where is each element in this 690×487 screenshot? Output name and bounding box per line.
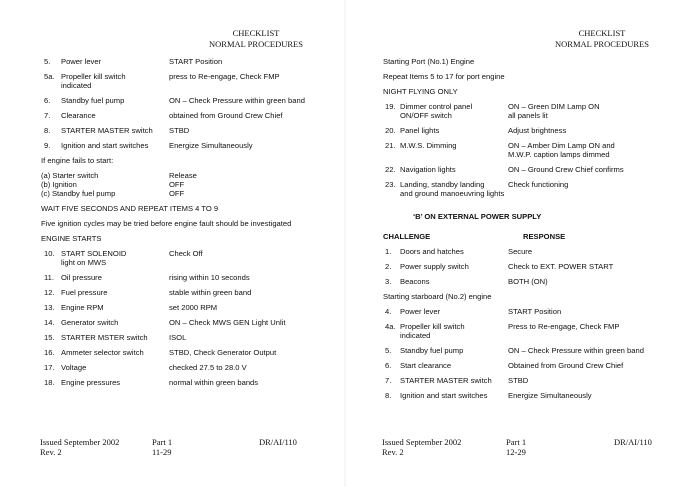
item-label	[61, 273, 169, 282]
checklist-item	[41, 126, 341, 135]
column-headers	[383, 232, 688, 241]
item-value	[169, 72, 341, 90]
footer-doc-ref: DR/AI/110	[259, 437, 297, 447]
footer-rev: Rev. 2	[40, 447, 62, 457]
fail-heading: If engine fails to start:	[41, 156, 114, 165]
item-value-line: Check to EXT. POWER START	[508, 262, 614, 271]
checklist-item	[41, 249, 341, 267]
item-value	[169, 111, 341, 120]
item-label	[61, 348, 169, 357]
item-number: 20.	[385, 126, 396, 135]
item-value-line: stable within green band	[169, 288, 252, 297]
item-value	[169, 249, 341, 267]
item-label	[400, 126, 508, 135]
item-label	[61, 318, 169, 327]
item-label	[61, 333, 169, 342]
item-number: 15.	[44, 333, 55, 342]
left-page	[0, 0, 344, 487]
item-label-line: STARTER MSTER switch	[61, 333, 148, 342]
checklist-item	[41, 141, 341, 150]
item-number: 6.	[44, 96, 51, 105]
item-label	[400, 180, 508, 198]
item-value-line: Energize Simultaneously	[508, 391, 592, 400]
item-label-line: indicated	[400, 331, 431, 340]
footer-doc-ref: DR/AI/110	[614, 437, 652, 447]
item-label-line: Power lever	[400, 307, 441, 316]
item-label-line: Ammeter selector switch	[61, 348, 144, 357]
item-value	[508, 126, 688, 135]
item-value	[169, 288, 341, 297]
item-label-line: START SOLENOID	[61, 249, 127, 258]
checklist-item	[41, 273, 341, 282]
item-value	[508, 102, 688, 120]
item-label	[400, 262, 508, 271]
fail-item-label: (c) Standby fuel pump	[41, 189, 116, 198]
checklist-item	[41, 72, 341, 90]
item-value-line: press to Re-engage, Check FMP	[169, 72, 280, 81]
item-value-line: set 2000 RPM	[169, 303, 218, 312]
checklist-item	[41, 363, 341, 372]
item-label	[61, 141, 169, 150]
footer-part	[506, 437, 526, 457]
item-label	[61, 57, 169, 66]
checklist-item	[41, 348, 341, 357]
item-label	[400, 247, 508, 256]
item-label-line: Fuel pressure	[61, 288, 108, 297]
item-number: 10.	[44, 249, 55, 258]
item-number: 3.	[385, 277, 392, 286]
checklist-item	[383, 376, 688, 385]
checklist-item	[383, 126, 688, 135]
checklist-item	[41, 288, 341, 297]
item-value	[508, 391, 688, 400]
checklist-item	[383, 165, 688, 174]
item-number: 5a.	[44, 72, 55, 81]
fail-item-value: OFF	[169, 189, 185, 198]
footer-page-number: 12-29	[506, 447, 526, 457]
item-label-line: Ignition and start switches	[400, 391, 488, 400]
checklist-item	[383, 247, 688, 256]
item-label	[61, 378, 169, 387]
item-label	[61, 303, 169, 312]
item-value-line: STBD, Check Generator Output	[169, 348, 277, 357]
item-number: 21.	[385, 141, 396, 150]
checklist-item	[383, 262, 688, 271]
item-label-line: Power lever	[61, 57, 102, 66]
item-label-line: Engine RPM	[61, 303, 104, 312]
item-label	[400, 322, 508, 340]
item-label-line: Propeller kill switch	[400, 322, 465, 331]
footer-page-number: 11-29	[152, 447, 172, 457]
item-label	[61, 249, 169, 267]
checklist-item	[41, 303, 341, 312]
item-label-line: ON/OFF switch	[400, 111, 452, 120]
item-label-line: Voltage	[61, 363, 87, 372]
item-number: 22.	[385, 165, 396, 174]
item-label	[400, 376, 508, 385]
item-value-line: Check functioning	[508, 180, 569, 189]
item-value	[508, 322, 688, 340]
response-header: RESPONSE	[523, 232, 566, 241]
item-value-line: Check Off	[169, 249, 203, 258]
item-number: 13.	[44, 303, 55, 312]
checklist-item	[41, 333, 341, 342]
item-number: 5.	[385, 346, 392, 355]
item-label	[61, 72, 169, 90]
item-number: 9.	[44, 141, 51, 150]
section-heading: NIGHT FLYING ONLY	[383, 87, 458, 96]
item-value-line: ON – Amber Dim Lamp ON and	[508, 141, 615, 150]
item-number: 4a.	[385, 322, 396, 331]
item-label	[400, 391, 508, 400]
item-label	[400, 165, 508, 174]
footer-issue	[382, 437, 461, 457]
footer-part	[152, 437, 172, 457]
item-value-line: checked 27.5 to 28.0 V	[169, 363, 247, 372]
checklist-item	[41, 318, 341, 327]
item-number: 2.	[385, 262, 392, 271]
item-value-line: ON – Check Pressure within green band	[169, 96, 305, 105]
checklist-item	[383, 102, 688, 120]
item-label-line: Navigation lights	[400, 165, 456, 174]
checklist-item	[41, 111, 341, 120]
fail-item	[41, 171, 341, 180]
item-number: 17.	[44, 363, 55, 372]
ignition-cycles-note: Five ignition cycles may be tried before engine fault should be investigated	[41, 219, 292, 228]
footer-part-label: Part 1	[506, 437, 527, 447]
item-number: 16.	[44, 348, 55, 357]
item-label-line: and ground manoeuvring lights	[400, 189, 505, 198]
wait-instruction: WAIT FIVE SECONDS AND REPEAT ITEMS 4 TO 9	[41, 204, 219, 213]
checklist-item	[383, 141, 688, 159]
checklist-item	[383, 277, 688, 286]
fail-item-value: OFF	[169, 180, 185, 189]
item-value	[169, 126, 341, 135]
item-label-line: indicated	[61, 81, 92, 90]
checklist-item	[41, 378, 341, 387]
item-label	[400, 307, 508, 316]
item-value-line: ON – Green DIM Lamp ON	[508, 102, 600, 111]
item-value	[508, 141, 688, 159]
item-value-line: STBD	[169, 126, 190, 135]
item-value-line: ON – Check Pressure within green band	[508, 346, 644, 355]
item-number: 4.	[385, 307, 392, 316]
fail-item-label: (a) Starter switch	[41, 171, 99, 180]
item-value-line: all panels lit	[508, 111, 548, 120]
footer-issued: Issued September 2002	[40, 437, 120, 447]
item-label-line: STARTER MASTER switch	[61, 126, 153, 135]
item-label-line: Engine pressures	[61, 378, 121, 387]
item-value-line: START Position	[169, 57, 223, 66]
fail-item-label: (b) Ignition	[41, 180, 77, 189]
page-header	[542, 28, 662, 50]
item-number: 8.	[385, 391, 392, 400]
section-heading: Starting starboard (No.2) engine	[383, 292, 492, 301]
item-value	[169, 333, 341, 342]
item-value	[169, 96, 341, 105]
item-number: 19.	[385, 102, 396, 111]
item-value-line: ON – Check MWS GEN Light Unlit	[169, 318, 286, 327]
item-label-line: Generator switch	[61, 318, 119, 327]
item-value	[508, 180, 688, 198]
checklist-item	[383, 391, 688, 400]
checklist-content	[41, 57, 341, 387]
right-page	[346, 0, 690, 487]
item-label-line: Standby fuel pump	[61, 96, 125, 105]
item-value	[508, 262, 688, 271]
item-value	[508, 376, 688, 385]
item-label	[61, 126, 169, 135]
item-value-line: Adjust brightness	[508, 126, 567, 135]
footer-issue	[40, 437, 119, 457]
checklist-item	[383, 322, 688, 340]
item-label-line: Panel lights	[400, 126, 440, 135]
footer-part-label: Part 1	[152, 437, 173, 447]
item-label-line: Clearance	[61, 111, 96, 120]
item-value	[508, 307, 688, 316]
item-value	[169, 363, 341, 372]
item-label-line: Dimmer control panel	[400, 102, 473, 111]
item-label	[400, 102, 508, 120]
item-number: 18.	[44, 378, 55, 387]
item-label	[400, 277, 508, 286]
item-value	[169, 378, 341, 387]
item-label	[61, 288, 169, 297]
item-value	[169, 57, 341, 66]
item-value-line: rising within 10 seconds	[169, 273, 250, 282]
item-label	[400, 141, 508, 159]
item-value	[169, 348, 341, 357]
item-label-line: M.W.S. Dimming	[400, 141, 457, 150]
item-value	[169, 318, 341, 327]
item-label-line: Start clearance	[400, 361, 452, 370]
item-value-line: Press to Re-engage, Check FMP	[508, 322, 620, 331]
item-label	[61, 96, 169, 105]
section-heading: Starting Port (No.1) Engine	[383, 57, 475, 66]
fail-item-value: Release	[169, 171, 197, 180]
header-title: CHECKLIST	[232, 28, 280, 38]
item-label-line: STARTER MASTER switch	[400, 376, 492, 385]
item-number: 6.	[385, 361, 392, 370]
item-label	[61, 363, 169, 372]
item-label	[400, 346, 508, 355]
item-value	[508, 361, 688, 370]
footer-rev: Rev. 2	[382, 447, 404, 457]
item-value-line: Energize Simultaneously	[169, 141, 253, 150]
item-value-line: normal within green bands	[169, 378, 259, 387]
item-number: 14.	[44, 318, 55, 327]
item-value-line: STBD	[508, 376, 529, 385]
header-subtitle: NORMAL PROCEDURES	[209, 39, 303, 49]
item-number: 23.	[385, 180, 396, 189]
checklist-item	[41, 96, 341, 105]
item-label-line: Beacons	[400, 277, 430, 286]
item-label-line: Standby fuel pump	[400, 346, 464, 355]
item-number: 1.	[385, 247, 392, 256]
item-value	[508, 247, 688, 256]
item-value-line: ON – Ground Crew Chief confirms	[508, 165, 624, 174]
item-number: 7.	[44, 111, 51, 120]
item-value	[169, 141, 341, 150]
item-label-line: Ignition and start switches	[61, 141, 149, 150]
header-subtitle: NORMAL PROCEDURES	[555, 39, 649, 49]
item-value-line: ISOL	[169, 333, 187, 342]
item-value	[508, 165, 688, 174]
checklist-item	[383, 361, 688, 370]
item-value-line: obtained from Ground Crew Chief	[169, 111, 283, 120]
item-value-line: START Position	[508, 307, 562, 316]
item-value-line: BOTH (ON)	[508, 277, 548, 286]
item-number: 11.	[44, 273, 54, 282]
checklist-item	[41, 57, 341, 66]
checklist-item	[383, 180, 688, 198]
item-value-line: Obtained from Ground Crew Chief	[508, 361, 624, 370]
item-label-line: Landing, standby landing	[400, 180, 485, 189]
item-value	[169, 303, 341, 312]
item-label-line: Doors and hatches	[400, 247, 464, 256]
fail-item	[41, 189, 341, 198]
item-value-line: Secure	[508, 247, 533, 256]
item-label	[61, 111, 169, 120]
item-label-line: light on MWS	[61, 258, 107, 267]
checklist-item	[383, 307, 688, 316]
item-number: 7.	[385, 376, 392, 385]
item-label-line: Oil pressure	[61, 273, 102, 282]
item-value	[508, 346, 688, 355]
repeat-instruction: Repeat Items 5 to 17 for port engine	[383, 72, 505, 81]
item-number: 12.	[44, 288, 55, 297]
section-heading: ‘B’ ON EXTERNAL POWER SUPPLY	[413, 212, 542, 221]
item-label	[400, 361, 508, 370]
section-heading: ENGINE STARTS	[41, 234, 102, 243]
challenge-header: CHALLENGE	[383, 232, 431, 241]
checklist-content	[383, 57, 688, 400]
checklist-item	[383, 346, 688, 355]
header-title: CHECKLIST	[578, 28, 626, 38]
item-value	[508, 277, 688, 286]
item-value-line: M.W.P. caption lamps dimmed	[508, 150, 610, 159]
item-label-line: Power supply switch	[400, 262, 469, 271]
item-label-line: Propeller kill switch	[61, 72, 126, 81]
item-number: 8.	[44, 126, 51, 135]
page-header	[196, 28, 316, 50]
fail-item	[41, 180, 341, 189]
item-value	[169, 273, 341, 282]
item-number: 5.	[44, 57, 51, 66]
footer-issued: Issued September 2002	[382, 437, 462, 447]
